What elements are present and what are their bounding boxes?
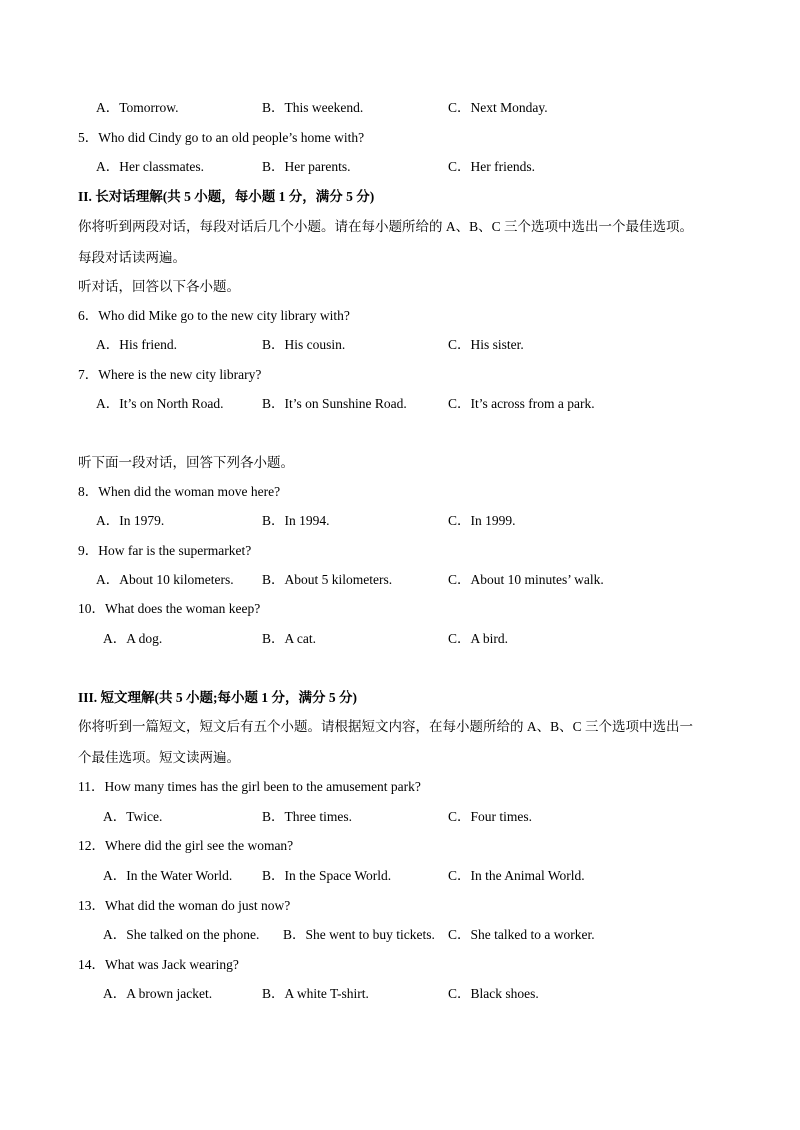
question-10: 10．What does the woman keep? [78,601,261,616]
q9-option-c: C．About 10 minutes’ walk. [448,572,604,587]
q4-option-b: B．This weekend. [262,100,364,115]
q12-option-c: C．In the Animal World. [448,868,585,883]
q7-option-c: C．It’s across from a park. [448,396,595,411]
q10-option-c: C．A bird. [448,631,509,646]
q13-option-b: B．She went to buy tickets. [283,927,435,942]
q11-option-a: A．Twice. [103,809,163,824]
q11-option-b: B．Three times. [262,809,352,824]
q7-option-b: B．It’s on Sunshine Road. [262,396,407,411]
question-11: 11．How many times has the girl been to the amusement park? [78,779,421,794]
question-7: 7．Where is the new city library? [78,367,262,382]
q9-option-b: B．About 5 kilometers. [262,572,393,587]
question-5: 5．Who did Cindy go to an old people’s home with? [78,130,365,145]
q14-option-a: A．A brown jacket. [103,986,213,1001]
section-3-heading: III. 短文理解(共 5 小题;每小题 1 分，满分 5 分) [78,690,357,705]
q5-option-b: B．Her parents. [262,159,351,174]
q12-option-b: B．In the Space World. [262,868,392,883]
q5-option-c: C．Her friends. [448,159,535,174]
dialog-1-intro: 听对话，回答以下各小题。 [78,279,240,294]
q14-option-b: B．A white T-shirt. [262,986,369,1001]
q8-option-a: A．In 1979. [96,513,165,528]
section-2-instruction-cont: 每段对话读两遍。 [78,250,186,265]
section-3-instruction: 你将听到一篇短文，短文后有五个小题。请根据短文内容，在每小题所给的 A、B、C 三个选项中选出一 [78,719,694,734]
question-8: 8．When did the woman move here? [78,484,281,499]
q8-option-c: C．In 1999. [448,513,516,528]
q12-option-a: A．In the Water World. [103,868,233,883]
q10-option-b: B．A cat. [262,631,316,646]
q4-option-a: A．Tomorrow. [96,100,179,115]
section-3-instruction-cont: 个最佳选项。短文读两遍。 [78,750,240,765]
question-14: 14．What was Jack wearing? [78,957,239,972]
section-2-instruction: 你将听到两段对话，每段对话后几个小题。请在每小题所给的 A、B、C 三个选项中选出一个最佳选项。 [78,219,694,234]
q11-option-c: C．Four times. [448,809,533,824]
q7-option-a: A．It’s on North Road. [96,396,224,411]
q4-option-c: C．Next Monday. [448,100,548,115]
q9-option-a: A．About 10 kilometers. [96,572,234,587]
question-13: 13．What did the woman do just now? [78,898,291,913]
q14-option-c: C．Black shoes. [448,986,539,1001]
q13-option-c: C．She talked to a worker. [448,927,595,942]
q8-option-b: B．In 1994. [262,513,330,528]
section-2-heading: II. 长对话理解(共 5 小题，每小题 1 分，满分 5 分) [78,189,375,204]
dialog-2-intro: 听下面一段对话，回答下列各小题。 [78,455,294,470]
q10-option-a: A．A dog. [103,631,163,646]
question-12: 12．Where did the girl see the woman? [78,838,294,853]
q13-option-a: A．She talked on the phone. [103,927,260,942]
question-9: 9．How far is the supermarket? [78,543,252,558]
q6-option-a: A．His friend. [96,337,177,352]
q5-option-a: A．Her classmates. [96,159,204,174]
q6-option-b: B．His cousin. [262,337,346,352]
question-6: 6．Who did Mike go to the new city library with? [78,308,350,323]
q6-option-c: C．His sister. [448,337,524,352]
